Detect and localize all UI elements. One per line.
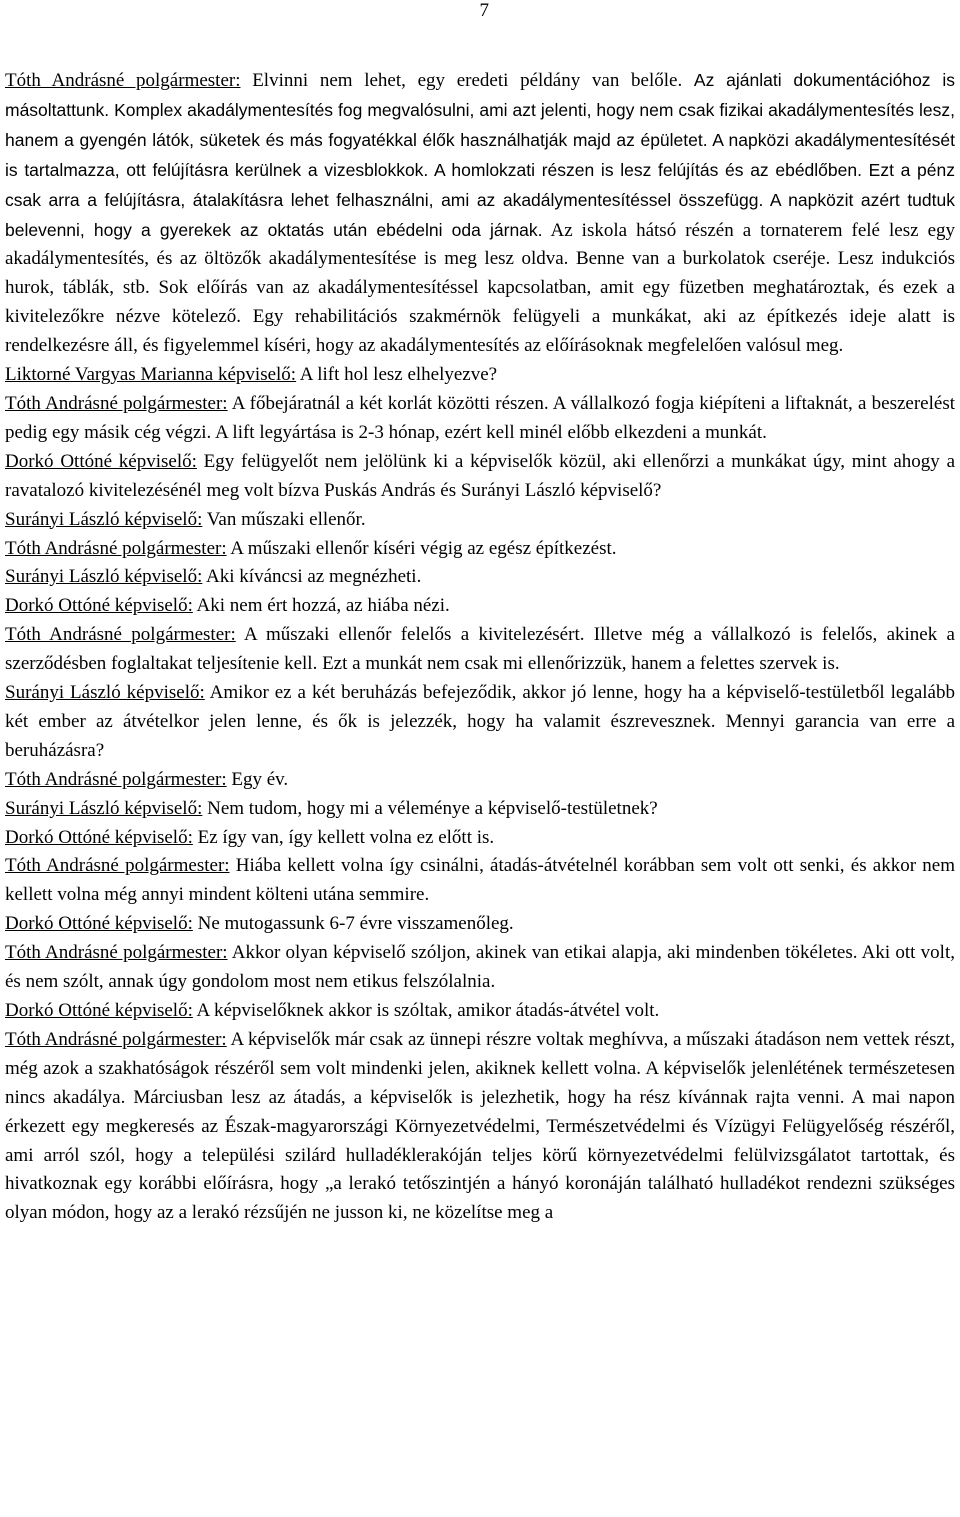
paragraph — [5, 997, 955, 1026]
page-number: 7 — [479, 0, 489, 21]
statement-text: A műszaki ellenőr felelős a kivitelezésért. Illetve még a vállalkozó is felelős, akinek a szerződésben foglaltakat teljesítenie kell. Ezt a munkát nem csak mi ellenőrizzük, hanem a felettes szervek is. — [5, 624, 955, 675]
minutes-body — [5, 66, 955, 1228]
statement-text: Nem tudom, hogy mi a véleménye a képviselő-testületnek? — [202, 797, 658, 819]
speaker-name: Surányi László képviselő: — [5, 682, 205, 704]
speaker-name: Liktorné Vargyas Marianna képviselő: — [5, 364, 297, 386]
speaker-name: Tóth Andrásné polgármester: — [5, 855, 230, 877]
speaker-name: Surányi László képviselő: — [5, 508, 203, 530]
speaker-name: Dorkó Ottóné képviselő: — [5, 450, 197, 472]
statement-text: A műszaki ellenőr kíséri végig az egész építkezést. — [226, 537, 617, 559]
statement-text: Van műszaki ellenőr. — [202, 508, 366, 530]
paragraph — [5, 66, 955, 361]
statement-text: A lift hol lesz elhelyezve? — [296, 364, 498, 386]
paragraph — [5, 910, 955, 939]
speaker-name: Dorkó Ottóné képviselő: — [5, 595, 193, 617]
speaker-name: Dorkó Ottóné képviselő: — [5, 1000, 193, 1021]
speaker-name: Dorkó Ottóné képviselő: — [5, 913, 193, 935]
paragraph — [5, 1026, 955, 1228]
statement-text: Az iskola hátsó részén a tornaterem felé lesz egy akadálymentesítés, és az öltözők akadálymentesítése is meg lesz oldva. Benne van a burkolatok cseréje. Lesz indukciós hurok, táblák, stb. Sok előírás van az akadálymentesítéssel kapcsolatban, amit egy füzetben meghatároztak, és ezek a kivitelezőkre nézve kötelező. Egy rehabilitációs szakmérnök felügyeli a munkákat, aki az építkezés ideje alatt is rendelkezésre áll, és figyelemmel kíséri, hogy az akadálymentesítés az előírásoknak megfelelően valósul meg. — [5, 219, 955, 357]
statement-text: Egy év. — [226, 768, 289, 790]
statement-text: Ezt a pénz csak arra a felújításra, átalakításra lehet felhasználni, ami az akadálymentesítéssel összefügg. — [5, 159, 955, 210]
paragraph — [5, 679, 955, 766]
speaker-name: Tóth Andrásné polgármester: — [5, 624, 236, 646]
speaker-name: Tóth Andrásné polgármester: — [5, 537, 227, 559]
statement-text: Elvinni nem lehet, egy eredeti példány van belőle. — [240, 70, 694, 91]
statement-text: Aki nem ért hozzá, az hiába nézi. — [192, 595, 450, 617]
speaker-name: Surányi László képviselő: — [5, 797, 203, 819]
speaker-name: Tóth Andrásné polgármester: — [5, 70, 241, 91]
statement-text: A képviselőknek akkor is szóltak, amikor átadás-átvétel volt. — [192, 1000, 660, 1021]
paragraph — [5, 361, 955, 390]
speaker-name: Tóth Andrásné polgármester: — [5, 392, 228, 414]
speaker-name: Dorkó Ottóné képviselő: — [5, 826, 193, 848]
paragraph — [5, 766, 955, 795]
statement-text: Ne mutogassunk 6-7 évre visszamenőleg. — [192, 913, 514, 935]
statement-text: Ez így van, így kellett volna ez előtt is. — [192, 826, 495, 848]
speaker-name: Tóth Andrásné polgármester: — [5, 942, 228, 964]
statement-text: A napközit azért tudtuk belevenni, hogy a gyerekek az oktatás után ebédelni oda járnak. — [5, 189, 955, 240]
paragraph — [5, 852, 955, 910]
speaker-name: Surányi László képviselő: — [5, 566, 203, 588]
paragraph — [5, 535, 955, 564]
speaker-name: Tóth Andrásné polgármester: — [5, 768, 227, 790]
paragraph — [5, 390, 955, 448]
paragraph — [5, 506, 955, 535]
speaker-name: Tóth Andrásné polgármester: — [5, 1028, 227, 1050]
statement-text: A főbejáratnál a két korlát közötti részen. A vállalkozó fogja kiépíteni a liftaknát, a beszerelést pedig egy másik cég végzi. A lift legyártása is 2-3 hónap, ezért kell minél előbb elkezdeni a munkát. — [5, 392, 955, 443]
paragraph — [5, 448, 955, 506]
paragraph — [5, 563, 955, 592]
statement-text: Aki kíváncsi az megnézheti. — [202, 566, 422, 588]
statement-text: Az ajánlati dokumentációhoz is másoltattunk. Komplex akadálymentesítés fog megvalósulni, ami azt jelenti, hogy nem csak fizikai akadálymentesítés lesz, hanem a gyengén látók, süketek és más fogyatékkal élők használhatják majd az épületet. A napközi akadálymentesítését is tartalmazza, ott felújításra kerülnek a vizesblokkok. — [5, 70, 956, 180]
paragraph — [5, 592, 955, 621]
statement-text: A homlokzati részen is lesz felújítás és az ebédlőben. — [428, 159, 869, 180]
paragraph — [5, 795, 955, 824]
statement-text: Akkor olyan képviselő szóljon, akinek van etikai alapja, aki mindenben tökéletes. Aki ott volt, és nem szólt, annak úgy gondolom most nem etikus felszólalnia. — [5, 942, 955, 993]
paragraph — [5, 824, 955, 853]
paragraph — [5, 621, 955, 679]
statement-text: A képviselők már csak az ünnepi részre voltak meghívva, a műszaki átadáson nem vettek részt, még azok a szakhatóságok részéről sem volt mindenki jelen, akiknek kellett volna. A képviselők jelenlétének természetesen nincs akadálya. Márciusban lesz az átadás, a képviselők is jelezhetik, hogy ha rész kívánnak rajta venni. A mai napon érkezett egy megkeresés az Észak-magyarországi Környezetvédelmi, Természetvédelmi és Vízügyi Felügyelőség részéről, ami arról szól, hogy a települési szilárd hulladéklerakóján teljes körű környezetvédelmi felülvizsgálatot tartottak, és hivatkoznak egy korábbi előírásra, hogy „a lerakó tetőszintjén a hányó koronáján található hulladékot rendezni szükséges olyan módon, hogy az a lerakó rézsűjén ne jusson ki, ne közelítse meg a — [5, 1028, 956, 1224]
statement-text: Egy felügyelőt nem jelölünk ki a képviselők közül, aki ellenőrzi a munkákat úgy, mint ahogy a ravatalozó kivitelezésénél meg volt bízva Puskás András és Surányi László képviselő? — [5, 450, 955, 501]
statement-text: Hiába kellett volna így csinálni, átadás-átvételnél korábban sem volt ott senki, és akkor nem kellett volna még annyi mindent költeni utána semmire. — [5, 855, 955, 906]
statement-text: Amikor ez a két beruházás befejeződik, akkor jó lenne, hogy ha a képviselő-testületből legalább két ember az átvételkor jelen lenne, és ők is jelezzék, hogy ha valamit észrevesznek. Mennyi garancia van erre a beruházásra? — [5, 682, 955, 761]
paragraph — [5, 939, 955, 997]
